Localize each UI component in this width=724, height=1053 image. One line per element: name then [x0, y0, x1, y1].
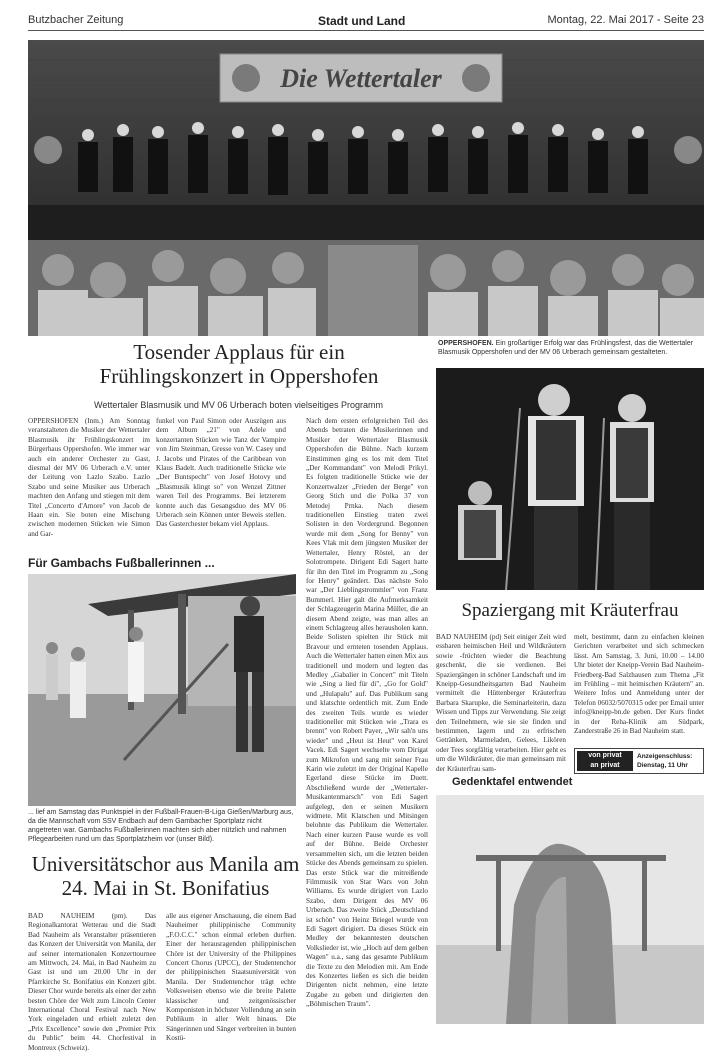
classified-ad-box: [574, 748, 704, 774]
ad-deadline-label: Anzeigenschluss:: [637, 753, 693, 760]
ad-logo-line-2: an privat: [590, 762, 620, 769]
article-headline-choir: Universitätschor aus Manila am 24. Mai in St. Bonifatius: [31, 852, 300, 901]
ad-logo: [577, 751, 633, 771]
stone-photo-image: [436, 795, 704, 1024]
singer-photo-image: [436, 368, 704, 590]
concert-photo-caption: [438, 339, 704, 361]
banner-text: Die Wettertaler: [280, 64, 442, 93]
article-headline-herbs: Spaziergang mit Kräuterfrau: [461, 600, 679, 621]
concert-article-column-2: funkel von Paul Simon oder Auszügen aus dem Album „21" von Adele und konzertanten Stücken wie Tanz der Vampire von Jim Steinman, Gresse von W. Casey und J. Jacobs und Pirates of the Caribbean von Klaus Badelt. Auch traditionelle Stücke wie „Der Buntspecht" von Josef Hotovy und „Blasmusik klingt so" von Wenzel Zittner waren Teil des Programms. Bei letzterem konnte auch das Gesangsduo des MV 06 Urberach sein Können unter Beweis stellen. Das Gasterchester bekam viel Applaus.: [156, 417, 286, 529]
football-photo-image: [28, 574, 296, 806]
caption-lead: OPPERSHOFEN.: [438, 340, 494, 347]
football-photo-caption: ... lief am Samstag das Punktspiel in der Fußball-Frauen-B-Liga Gießen/Marburg aus, da die Mannschaft vom SSV Endbach auf dem Gambacher Sportplatz nicht angetreten war. Gambachs Fußballerinnen machten sich aber nützlich und nahmen Pflegearbeiten rund um das Sportplatzheim vor (unser Bild).: [28, 809, 294, 843]
date-and-page: Montag, 22. Mai 2017 - Seite 23: [547, 14, 704, 26]
article-subhead-concert: Wettertaler Blasmusik und MV 06 Urberach boten vielseitiges Programm: [94, 400, 383, 410]
singer-photo: [436, 368, 704, 590]
ad-deadline: [637, 752, 692, 770]
choir-article-column-2: alle aus eigener Anschauung, die einem Bad Nauheimer philippinische Community „F.O.C.C." schon einmal erleben durften. Einer der herausragenden philippinischen Chöre ist der University of the Philippines Concert Chorus (UPCC), der Studentenchor der philippinischen Staatsuniversität von Manila. Der Studentenchor trägt echte Volksweisen ebenso wie die breite Palette klassischer und zeitgenössischer Komponisten in höchster Vollendung an sein Publikum in aller Welt hinaus. Die Sängerinnen und Sänger verbreiten in bunten Kostü-: [166, 912, 296, 1043]
concert-photo-image: [28, 40, 704, 336]
newspaper-name: Butzbacher Zeitung: [28, 14, 124, 26]
concert-photo: [28, 40, 704, 336]
article-headline-plaque: Gedenktafel entwendet: [452, 776, 573, 788]
article-headline-football: Für Gambachs Fußballerinnen ...: [28, 556, 215, 570]
ad-deadline-value: Dienstag, 11 Uhr: [637, 762, 688, 769]
section-title: Stadt und Land: [318, 14, 406, 28]
concert-article-column-3: Nach dem ersten erfolgreichen Teil des Abends betraten die Musikerinnen und Musiker der Wettertaler Blasmusik Oppershofen die Bühne. Nach kurzem Einstimmen ging es los mit dem Titel „Der Kommandant" von Melodi Prikyl. Es folgten traditionelle Stücke wie der Konzertwalzer „Frieden der Berge" von Georg Stich und die Polka 37 von Metodej Prnka. Nach diesem traditionellen Einstieg traten zwei Solisten in den Vordergrund. Begonnen wurde mit dem „Song for Benny" von Kees Vlak mit dem jüngsten Musiker der Wettertaler, Henry Röstel, an der Solotrompete. Dirigent Edi Sagert hatte für ihn den Titel im Programm zu „Song for Henry" geändert. Das nächste Solo war „Der Lieblingstrommler" von Franz Bummerl. Hier galt die Aufmerksamkeit der Schlagzeugerin Marina Müller, die an diesem Abend zeigte, was man alles an einem Schlagzeug alles herausholen kann. Beide Solisten spielten ihr Stück mit Bravour und ernteten tosenden Applaus. Auch die Wettertaler hatten einen Mix aus traditionell und modern und legten das Medley „Gabalier in Concert" mit Titeln wie „Sing a lied für di", „Go for Gold" und „Hulapalu" auf. Das Publikum sang und klatschte ordentlich mit. Zum Ende des zweiten Teils wurde es wieder traditioneller mit Stücken wie „Trara es brennt" von Robert Payer, „Wir sah'n uns wieder" und „Heut ist Heut" von Karel Vacek. Edi Sagert wechselte vom Dirigat zum Mikrofon und sang mit seiner Frau Karin wie zuletzt im der Original Kapelle Egerland diese Stücke im Duett. Abschließend wurde der „Wettertaler-Musikantenmarsch" von Edi Sagert aufgelegt, den er seinen Musikern widmete. Mit Klatschen und Mitsingen belohnte das Publikum die Wettertaler. Nach einer kurzen Pause wurde es voll auf der Bühne. Beide Orchester versammelten sich, um die letzten beiden Stücke des Abends gemeinsam zu spielen. Das erste Stück war die mitreißende Filmmusik von Star Wars von John Williams. Es wurde dirigiert von Lazlo Szabo, dem Dirigent des MV 06 Urberach. Das zweite Stück „Deutschland ist schön" von Heinz Briegel wurde von Edi Sagert dirigiert. Da dieses Stück ein Medley der bekanntesten deutschen Volkslieder ist, wie „Hoch auf dem gelben Wagen" u.a., sang das gesamte Publikum die Texte zu den Melodien mit. Am Ende des Konzertes ließen es sich die beiden Dirigenten nicht nehmen, eine letzte Zugabe zu geben und dirigierten den „Böhmischen Traum".: [306, 417, 428, 1009]
herbs-article-column-1: BAD NAUHEIM (pd) Seit einiger Zeit wird essbaren heimischen Heil und Wildkräutern sowie -früchten wieder die Beachtung geschenkt, die sie verdienen. Bei Spaziergängen in schöner Landschaft und im Kneipp-Gesundheitsgarten Bad Nauheim vermittelt die Hüttenberger Kräuterfrau Barbara Skarupke, die Seminarleiterin, dazu Wissen und Tipps zur Verwendung. Sie zeigt den Teilnehmern, wie sie sie finden und bestimmen, lagern und zu erfrischen Getränken, Marmeladen, Gelees, Likören oder Tees sorgfältig verarbeiten. Hier geht es um die Wildkräuter, die man gemeinsam mit der Kräuterfrau sam-: [436, 633, 566, 773]
football-photo: [28, 574, 296, 806]
ad-logo-line-1: von privat: [588, 752, 622, 759]
stone-photo: [436, 795, 704, 1024]
header-rule: [28, 30, 704, 31]
choir-article-column-1: BAD NAUHEIM (pm). Das Regionalkantorat Wetterau und die Stadt Bad Nauheim als Veranstalter präsentieren das Konzert der Universität von Manila, der auf seiner internationalen Konzerttournee am Mittwoch, 24. Mai, in Bad Nauheim zu Gast ist und um 20.00 Uhr in der Pfarrkirche St. Bonifatius ein Konzert gibt. Dieser Chor wurde bereits als einer der zehn besten Chöre der Welt zum Lincoln Center International Choral Festival nach New York eingeladen und erhielt zuletzt den „Prix Excellence" sowie den „Premier Prix du Public" beim 44. Chorfestival in Montreux (Schweiz).: [28, 912, 156, 1052]
article-headline-concert: Tosender Applaus für ein Frühlingskonzert in Oppershofen: [99, 340, 379, 389]
herbs-article-column-2: melt, bestimmt, dann zu einfachen kleinen Gerichten verarbeitet und sich schmecken lässt. Am Samstag, 3. Juni, 10.00 – 14.00 Uhr bietet der Kneipp-Verein Bad Nauheim-Friedberg-Bad Salzhausen zum Thema „Fit im Frühling – mit heimischen Kräutern" an. Weitere Infos und Anmeldung unter der Telefon 06032/5070315 oder per Email unter info@kneipp-bn.de geben. Der Kurs findet in der Reha-Klinik am Südpark, Zanderstraße 26 in Bad Nauheim statt.: [574, 633, 704, 736]
caption-text: Ein großartiger Erfolg war das Frühlingsfest, das die Wettertaler Blasmusik Oppershofen und der MV 06 Urberach gemeinsam gestalteten.: [438, 340, 694, 356]
concert-article-column-1: OPPERSHOFEN (Inm.) Am Sonntag veranstalteten die Musiker der Wettertaler Blasmusik ihr Frühlingskonzert im Bürgerhaus Oppershofen. Wie immer war auch ein anderer Orchester zu Gast, diesmal der MV 06 Urberach e.V. unter der Leitung von Lazlo Szabo. Lazlo Szabo und seine Musiker aus Urberach machten den Anfang und stiegen mit dem Titel „Concerto d'Amore" von Jacob de Haan ein. Sie boten eine Mischung zwischen modernen Stücken wie Simon and Gar-: [28, 417, 150, 538]
